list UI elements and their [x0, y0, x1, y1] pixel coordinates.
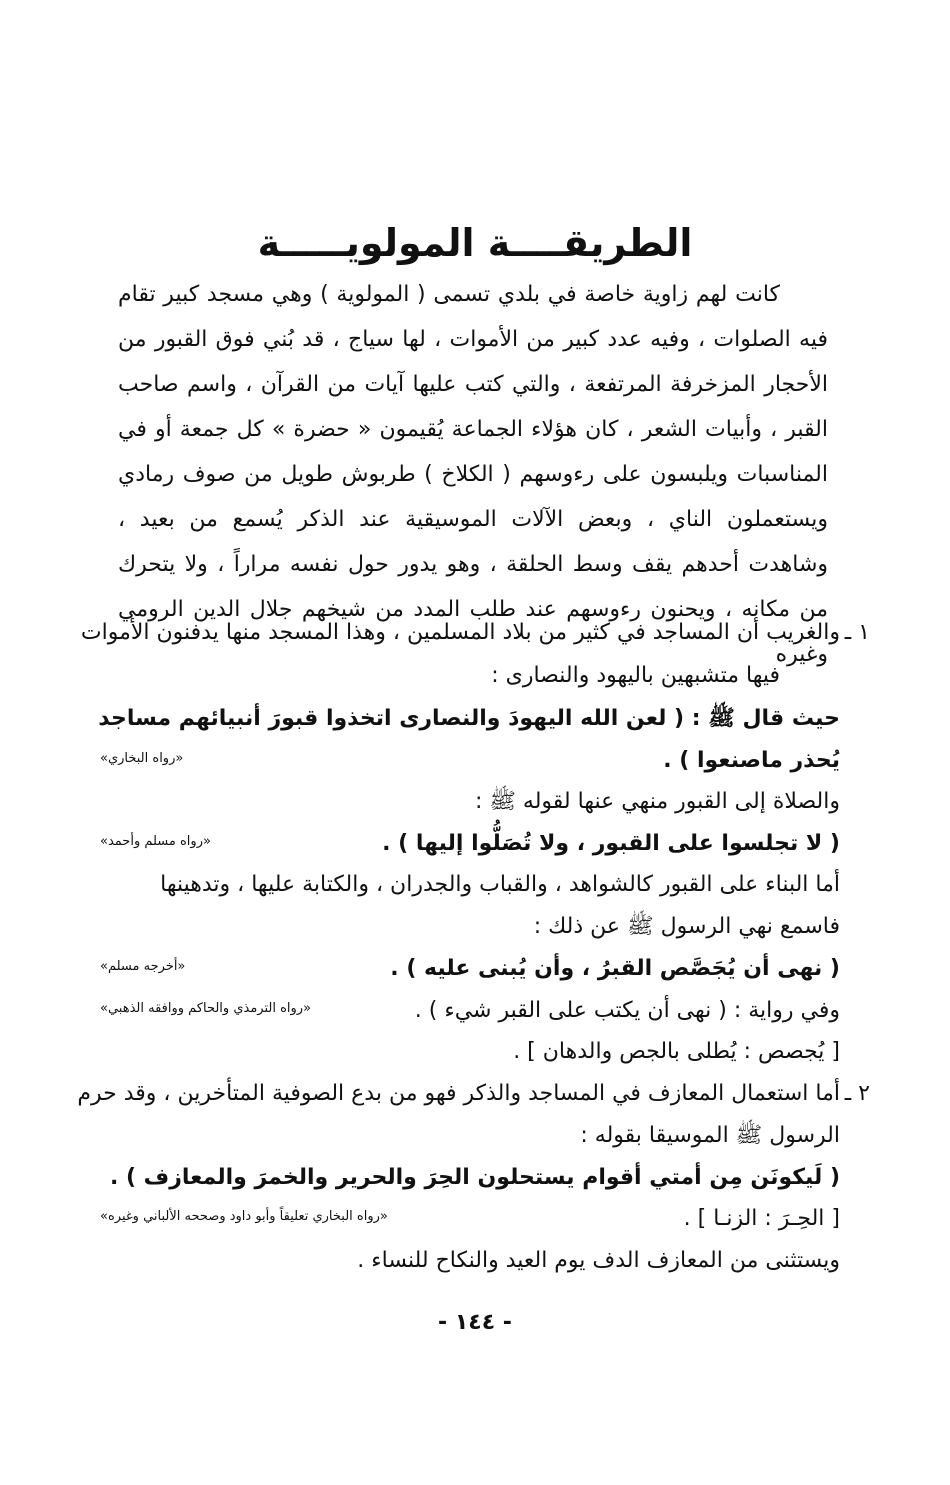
hadith-source: «رواه البخاري»	[100, 751, 184, 766]
hadith-source: «رواه مسلم وأحمد»	[100, 834, 211, 849]
text-line	[100, 1115, 840, 1157]
text-line	[100, 864, 840, 906]
line-text: فيها متشبهين باليهود والنصارى :	[491, 663, 780, 688]
hadith-text: يُحذر ماصنعوا ) .	[663, 748, 840, 773]
text-line	[100, 740, 840, 782]
line-text: فاسمع نهي الرسول ﷺ عن ذلك :	[533, 914, 840, 939]
hadith-text: حيث قال ﷺ : ( لعن الله اليهودَ والنصارى اتخذوا قبورَ أنبيائهم مساجد	[98, 706, 840, 731]
text-line	[100, 906, 840, 948]
text-line	[100, 1198, 840, 1240]
line-text: وفي رواية : ( نهى أن يكتب على القبر شيء ) .	[414, 998, 840, 1023]
text-line	[100, 948, 840, 990]
page-number: - ١٤٤ -	[438, 1310, 512, 1335]
hadith-source: «رواه الترمذي والحاكم ووافقه الذهبي»	[100, 1001, 312, 1016]
hadith-text: ( لا تجلسوا على القبور ، ولا تُصَلُّوا إليها ) .	[382, 831, 840, 856]
line-text: والصلاة إلى القبور منهي عنها لقوله ﷺ :	[474, 789, 840, 814]
text-line	[100, 990, 840, 1032]
text-line	[100, 781, 840, 823]
line-text: الرسول ﷺ الموسيقا بقوله :	[580, 1123, 840, 1148]
text-line	[100, 655, 840, 697]
item-number: ٢ ـ	[844, 1081, 870, 1106]
text-line	[77, 1073, 870, 1115]
line-text: [ الحِـرَ : الزنـا ] .	[683, 1206, 840, 1231]
hadith-text: ( لَيكونَن مِن أمتي أقوام يستحلون الحِرَ والحرير والخمرَ والمعازف ) .	[109, 1165, 840, 1190]
page-title: الطريقــــة المولويـــــة	[257, 221, 693, 265]
text-line	[80, 612, 870, 654]
line-text: ويستثنى من المعازف الدف يوم العيد والنكاح للنساء .	[357, 1248, 840, 1273]
hadith-text: ( نهى أن يُجَصَّص القبرُ ، وأن يُبنى عليه ) .	[390, 956, 840, 981]
text-line	[100, 698, 840, 740]
text-line	[100, 823, 840, 865]
hadith-source: «أخرجه مسلم»	[100, 959, 186, 974]
line-text: والغريب أن المساجد في كثير من بلاد المسلمين ، وهذا المسجد منها يدفنون الأموات	[80, 620, 840, 645]
text-line	[100, 1240, 840, 1282]
text-line	[100, 1031, 840, 1073]
line-text: أما البناء على القبور كالشواهد ، والقباب والجدران ، والكتابة عليها ، وتدهينها	[160, 872, 840, 897]
item-number: ١ ـ	[844, 620, 870, 645]
text-line	[100, 1157, 840, 1199]
line-text: أما استعمال المعازف في المساجد والذكر فهو من بدع الصوفية المتأخرين ، وقد حرم	[77, 1081, 840, 1106]
hadith-source: «رواه البخاري تعليقاً وأبو داود وصححه الألباني وغيره»	[100, 1209, 388, 1224]
intro-text: كانت لهم زاوية خاصة في بلدي تسمى ( المولوية ) وهي مسجد كبير تقام فيه الصلوات ، وفيه عدد كبير من الأموات ، لها سياج ، قد بُني فوق القبور من الأحجار المزخرفة المرتفعة ، والتي كتب عليها آيات من القرآن ، واسم صاحب القبر ، وأبيات الشعر ، كان هؤلاء الجماعة يُقيمون « حضرة » كل جمعة أو في المناسبات ويلبسون على رءوسهم ( الكلاخ ) طربوش طويل من صوف رمادي ويستعملون الناي ، وبعض الآلات الموسيقية عند الذكر يُسمع من بعيد ، وشاهدت أحدهم يقف وسط الحلقة ، وهو يدور حول نفسه مراراً ، ولا يتحرك من مكانه ، ويحنون رءوسهم عند طلب المدد من شيخهم جلال الدين الرومي وغيره	[118, 282, 828, 667]
line-text: [ يُجصص : يُطلى بالجص والدهان ] .	[513, 1039, 840, 1064]
